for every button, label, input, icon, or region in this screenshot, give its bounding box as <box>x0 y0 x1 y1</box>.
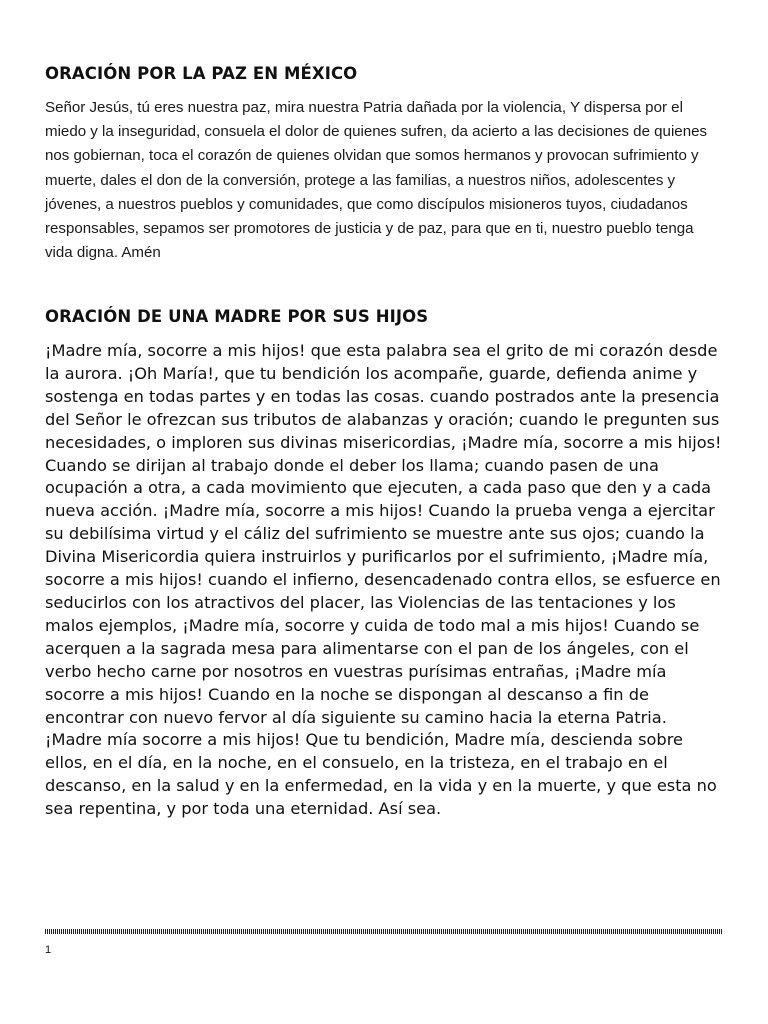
prayer-title-peace-mexico: ORACIÓN POR LA PAZ EN MÉXICO <box>45 64 358 83</box>
prayer-text-peace-mexico: Señor Jesús, tú eres nuestra paz, mira nuestra Patria dañada por la violencia, Y dispersa por el miedo y la inseguridad, consuela el dolor de quienes sufren, da acierto a las decisiones de quienes nos gobiernan, toca el corazón de quienes olvidan que somos hermanos y provocan sufrimiento y muerte, dales el don de la conversión, protege a las familias, a nuestros niños, adolescentes y jóvenes, a nuestros pueblos y comunidades, que como discípulos misioneros tuyos, ciudadanos responsables, sepamos ser promotores de justicia y de paz, para que en ti, nuestro pueblo tenga vida digna. Amén <box>45 99 708 262</box>
prayer-title-mother-children: ORACIÓN DE UNA MADRE POR SUS HIJOS <box>45 307 429 326</box>
page-number: 1 <box>45 944 52 956</box>
prayer-text-mother-children: ¡Madre mía, socorre a mis hijos! que esta palabra sea el grito de mi corazón desde la aurora. ¡Oh María!, que tu bendición los acompañe, guarde, defienda anime y sostenga en todas partes y en todas las cosas. cuando postrados ante la presencia del Señor le ofrezcan sus tributos de alabanzas y oración; cuando le pregunten sus necesidades, o imploren sus divinas misericordias, ¡Madre mía, socorre a mis hijos! Cuando se dirijan al trabajo donde el deber los llama; cuando pasen de una ocupación a otra, a cada movimiento que ejecuten, a cada paso que den y a cada nueva acción. ¡Madre mía, socorre a mis hijos! Cuando la prueba venga a ejercitar su debilísima virtud y el cáliz del sufrimiento se muestre ante sus ojos; cuando la Divina Misericordia quiera instruirlos y purificarlos por el sufrimiento, ¡Madre mía, socorre a mis hijos! cuando el infierno, desencadenado contra ellos, se esfuerce en seducirlos con los atractivos del placer, las Violencias de las tentaciones y los malos ejemplos, ¡Madre mía, socorre y cuida de todo mal a mis hijos! Cuando se acerquen a la sagrada mesa para alimentarse con el pan de los ángeles, con el verbo hecho carne por nosotros en vuestras purísimas entrañas, ¡Madre mía socorre a mis hijos! Cuando en la noche se dispongan al descanso a fin de encontrar con nuevo fervor al día siguiente su camino hacia la eterna Patria. ¡Madre mía socorre a mis hijos! Que tu bendición, Madre mía, descienda sobre ellos, en el día, en la noche, en el consuelo, en la tristeza, en el trabajo en el descanso, en la salud y en la enfermedad, en la vida y en la muerte, y que esta no sea repentina, y por toda una eternidad. Así sea. <box>45 341 722 819</box>
footer-divider <box>45 929 723 934</box>
